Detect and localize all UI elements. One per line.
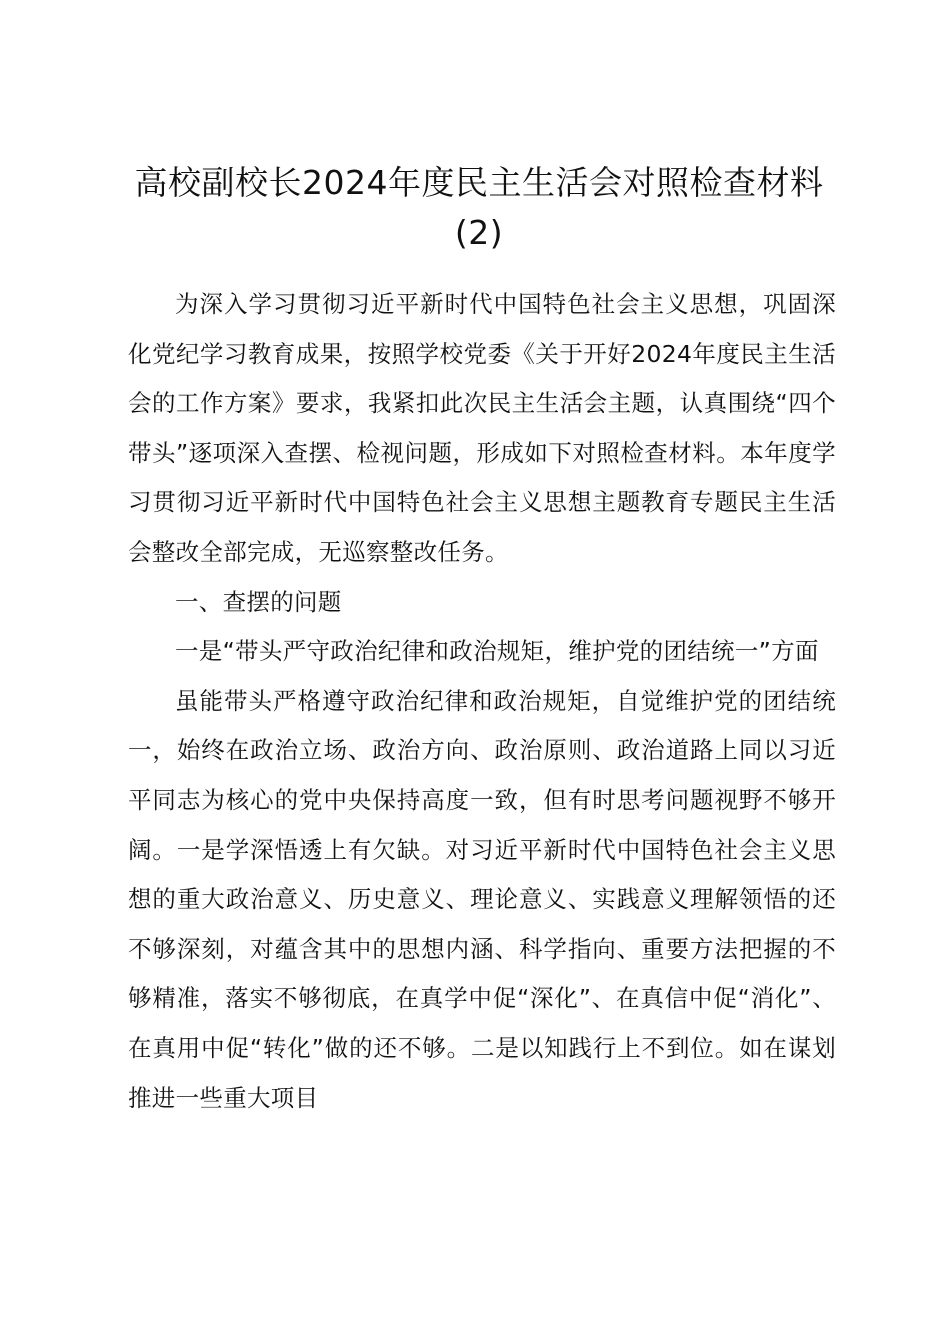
document-title: 高校副校长2024年度民主生活会对照检查材料(2) [134,163,824,252]
paragraph-body: 虽能带头严格遵守政治纪律和政治规矩，自觉维护党的团结统一，始终在政治立场、政治方向、政治原则、政治道路上同以习近平同志为核心的党中央保持高度一致，但有时思考问题视野不够开阔。一是学深悟透上有欠缺。对习近平新时代中国特色社会主义思想的重大政治意义、历史意义、理论意义、实践意义理解领悟的还不够深刻，对蕴含其中的思想内涵、科学指向、重要方法把握的不够精准，落实不够彻底，在真学中促“深化”、在真信中促“消化”、在真用中促“转化”做的还不够。二是以知践行上不到位。如在谋划推进一些重大项目 [128,686,836,1112]
document-body [128,280,836,1123]
subsection-heading: 一是“带头严守政治纪律和政治规矩，维护党的团结统一”方面 [175,637,819,666]
paragraph-intro: 为深入学习贯彻习近平新时代中国特色社会主义思想，巩固深化党纪学习教育成果，按照学校党委《关于开好2024年度民主生活会的工作方案》要求，我紧扣此次民主生活会主题，认真围绕“四个带头”逐项深入查摆、检视问题，形成如下对照检查材料。本年度学习贯彻习近平新时代中国特色社会主义思想主题教育专题民主生活会整改全部完成，无巡察整改任务。 [128,290,836,566]
section-heading: 一、查摆的问题 [175,587,342,616]
